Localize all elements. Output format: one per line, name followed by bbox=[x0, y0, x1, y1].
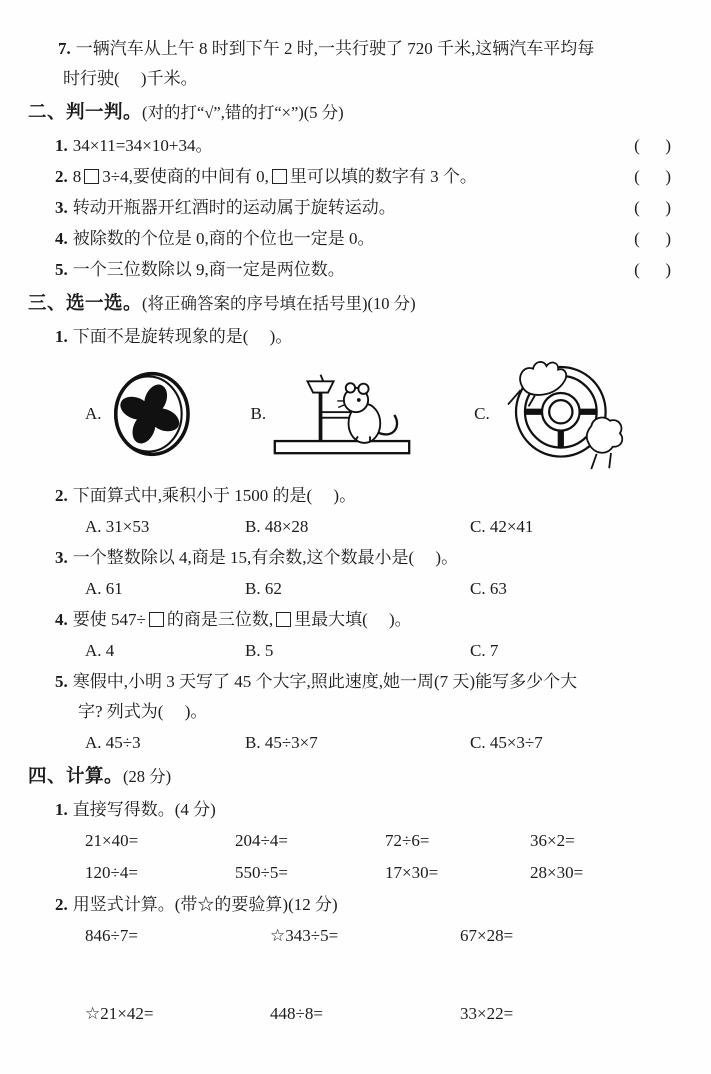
calc-expression: 846÷7= bbox=[85, 926, 138, 945]
calc-expression: 120÷4= bbox=[85, 863, 138, 882]
choice-q3-stem bbox=[28, 542, 681, 573]
judge-item-2-text-seg3: 里可以填的数字有 3 个。 bbox=[289, 167, 477, 186]
blank-box bbox=[149, 612, 164, 627]
section-calc-heading bbox=[28, 760, 681, 794]
question-7-line1 bbox=[28, 34, 681, 64]
choice-q5-number: 5. bbox=[55, 672, 68, 691]
judge-item-5-number: 5. bbox=[55, 260, 68, 279]
calc-direct-number: 1. bbox=[55, 800, 68, 819]
choice-q3-option-c: C. 63 bbox=[470, 579, 507, 598]
judge-item-1-answer-brackets: ( ) bbox=[634, 136, 671, 155]
choice-q4-option-c: C. 7 bbox=[470, 641, 499, 660]
choice-q2-number: 2. bbox=[55, 486, 68, 505]
judge-item-3-answer-brackets: ( ) bbox=[634, 198, 671, 217]
judge-item-3 bbox=[28, 192, 681, 223]
judge-item-4-text: 被除数的个位是 0,商的个位也一定是 0。 bbox=[72, 229, 375, 248]
worked-calculation-space bbox=[28, 951, 681, 998]
choice-q4-text-seg2: 的商是三位数, bbox=[166, 610, 274, 629]
calc-expression: 36×2= bbox=[530, 831, 575, 850]
section-choice-heading bbox=[28, 287, 681, 321]
judge-item-1 bbox=[28, 130, 681, 161]
judge-item-2-answer-brackets: ( ) bbox=[634, 167, 671, 186]
judge-item-4 bbox=[28, 223, 681, 254]
choice-q1-number: 1. bbox=[55, 327, 68, 346]
choice-q4-text-seg1: 要使 547÷ bbox=[72, 610, 146, 629]
choice-q2-option-a: A. 31×53 bbox=[85, 517, 150, 536]
calc-expression: 204÷4= bbox=[235, 831, 288, 850]
calc-expression: ☆343÷5= bbox=[270, 926, 339, 945]
calc-expression: 33×22= bbox=[460, 1004, 514, 1023]
calc-direct-heading bbox=[28, 794, 681, 825]
calc-expression: 67×28= bbox=[460, 926, 514, 945]
calc-vertical-label: 用竖式计算。(带☆的要验算)(12 分) bbox=[72, 895, 338, 914]
mouse-lever-image bbox=[272, 369, 412, 459]
choice-q2-option-c: C. 42×41 bbox=[470, 517, 534, 536]
choice-q3-options bbox=[28, 573, 681, 604]
choice-q3-option-a: A. 61 bbox=[85, 579, 123, 598]
judge-item-2 bbox=[28, 161, 681, 192]
choice-q1-images bbox=[28, 358, 681, 470]
judge-item-5 bbox=[28, 254, 681, 285]
calc-expression: 17×30= bbox=[385, 863, 439, 882]
choice-q2-options bbox=[28, 511, 681, 542]
judge-item-2-text-seg1: 8 bbox=[72, 167, 82, 186]
calc-expression: 448÷8= bbox=[270, 1004, 323, 1023]
choice-q2-text: 下面算式中,乘积小于 1500 的是( )。 bbox=[72, 486, 357, 505]
calc-direct-row1 bbox=[28, 825, 681, 857]
fan-image bbox=[108, 368, 193, 460]
calc-direct-row2 bbox=[28, 857, 681, 889]
choice-q1-label-a: A. bbox=[85, 404, 102, 423]
section-choice-title: 三、选一选。 bbox=[28, 294, 143, 314]
steering-wheel-image bbox=[496, 358, 631, 470]
judge-item-5-answer-brackets: ( ) bbox=[634, 260, 671, 279]
question-7-number: 7. bbox=[58, 39, 71, 58]
choice-q5-option-c: C. 45×3÷7 bbox=[470, 733, 543, 752]
choice-q4-number: 4. bbox=[55, 610, 68, 629]
choice-q1-text: 下面不是旋转现象的是( )。 bbox=[72, 327, 293, 346]
choice-q3-option-b: B. 62 bbox=[245, 579, 282, 598]
section-judge-note: (对的打“√”,错的打“×”)(5 分) bbox=[142, 103, 344, 122]
calc-vertical-row1 bbox=[28, 920, 681, 951]
section-judge-title: 二、判一判。 bbox=[28, 103, 143, 123]
judge-item-3-number: 3. bbox=[55, 198, 68, 217]
calc-vertical-heading bbox=[28, 889, 681, 920]
choice-q4-stem bbox=[28, 604, 681, 635]
section-calc-note: (28 分) bbox=[123, 767, 172, 786]
section-judge-heading bbox=[28, 96, 681, 130]
calc-direct-label: 直接写得数。(4 分) bbox=[72, 800, 216, 819]
choice-q1-stem bbox=[28, 321, 681, 352]
choice-q4-text-seg3: 里最大填( )。 bbox=[294, 610, 412, 629]
choice-q2-option-b: B. 48×28 bbox=[245, 517, 309, 536]
choice-q1-label-b: B. bbox=[250, 404, 267, 423]
judge-item-1-text: 34×11=34×10+34。 bbox=[72, 136, 213, 155]
judge-item-2-number: 2. bbox=[55, 167, 68, 186]
calc-vertical-row2 bbox=[28, 998, 681, 1029]
choice-q1-label-c: C. bbox=[474, 404, 490, 423]
choice-q5-stem-line1 bbox=[28, 666, 681, 697]
blank-box bbox=[84, 169, 99, 184]
judge-item-3-text: 转动开瓶器开红酒时的运动属于旋转运动。 bbox=[72, 198, 396, 217]
judge-item-4-answer-brackets: ( ) bbox=[634, 229, 671, 248]
calc-vertical-number: 2. bbox=[55, 895, 68, 914]
judge-item-4-number: 4. bbox=[55, 229, 68, 248]
choice-q3-text: 一个整数除以 4,商是 15,有余数,这个数最小是( )。 bbox=[72, 548, 459, 567]
choice-q3-number: 3. bbox=[55, 548, 68, 567]
judge-item-1-number: 1. bbox=[55, 136, 68, 155]
choice-q2-stem bbox=[28, 480, 681, 511]
calc-expression: 550÷5= bbox=[235, 863, 288, 882]
calc-expression: ☆21×42= bbox=[85, 1004, 154, 1023]
judge-item-5-text: 一个三位数除以 9,商一定是两位数。 bbox=[72, 260, 345, 279]
section-choice-note: (将正确答案的序号填在括号里)(10 分) bbox=[142, 294, 416, 313]
calc-expression: 28×30= bbox=[530, 863, 584, 882]
section-calc-title: 四、计算。 bbox=[28, 767, 124, 787]
calc-expression: 72÷6= bbox=[385, 831, 430, 850]
choice-q5-stem-line2: 字? 列式为( )。 bbox=[78, 702, 208, 721]
choice-q4-option-b: B. 5 bbox=[245, 641, 274, 660]
question-7-line2: 时行驶( )千米。 bbox=[63, 69, 198, 88]
blank-box bbox=[272, 169, 287, 184]
choice-q5-text-line1: 寒假中,小明 3 天写了 45 个大字,照此速度,她一周(7 天)能写多少个大 bbox=[72, 672, 578, 691]
blank-box bbox=[276, 612, 291, 627]
choice-q4-options bbox=[28, 635, 681, 666]
choice-q4-option-a: A. 4 bbox=[85, 641, 115, 660]
choice-q5-option-b: B. 45÷3×7 bbox=[245, 733, 318, 752]
choice-q5-options bbox=[28, 727, 681, 758]
question-7-text: 一辆汽车从上午 8 时到下午 2 时,一共行驶了 720 千米,这辆汽车平均每 bbox=[75, 39, 595, 58]
choice-q5-option-a: A. 45÷3 bbox=[85, 733, 141, 752]
calc-expression: 21×40= bbox=[85, 831, 139, 850]
judge-item-2-text-seg2: 3÷4,要使商的中间有 0, bbox=[102, 167, 269, 186]
